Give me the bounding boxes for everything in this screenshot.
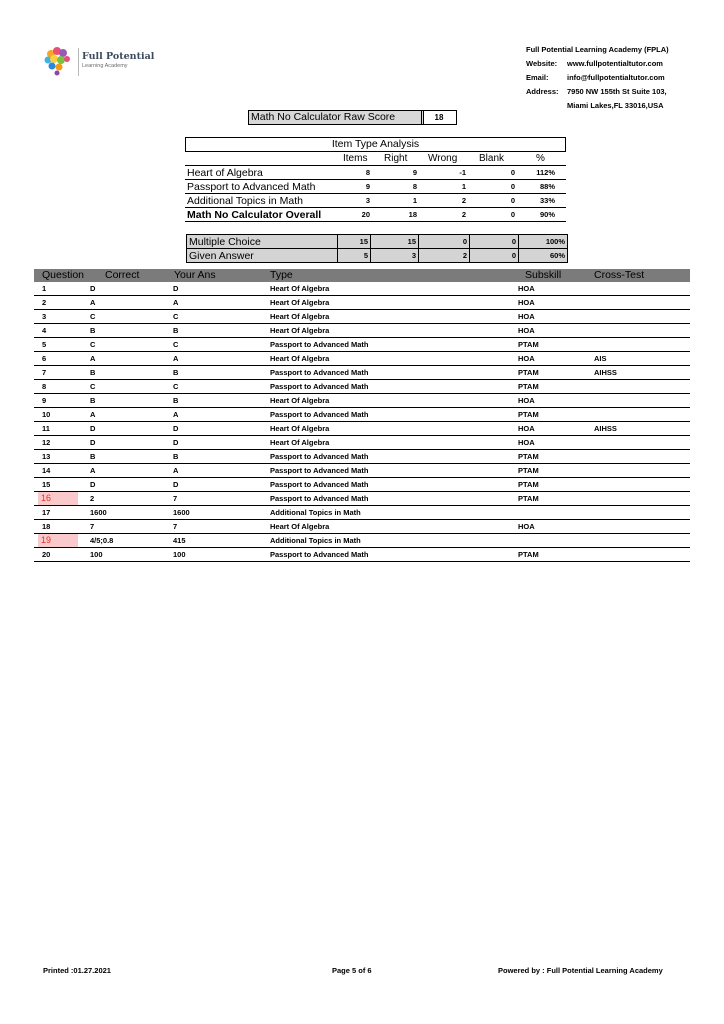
question-table: [34, 269, 690, 562]
your-answer: A: [173, 466, 179, 475]
item-type-right: 1: [412, 196, 417, 205]
table-row: [34, 436, 690, 450]
question-number: 19: [38, 534, 78, 547]
correct-answer: 4/5;0.8: [90, 536, 114, 545]
question-type: Passport to Advanced Math: [270, 410, 369, 419]
subskill: PTAM: [518, 466, 539, 475]
header-cross-test: Cross-Test: [594, 269, 645, 281]
subskill: HOA: [518, 396, 535, 405]
item-type-row: [185, 194, 566, 208]
answer-type-percent: 60%: [518, 249, 567, 262]
item-type-items: 9: [365, 182, 370, 191]
your-answer: 7: [173, 522, 178, 531]
question-type: Heart Of Algebra: [270, 312, 330, 321]
subskill: HOA: [518, 298, 535, 307]
item-type-analysis-title: Item Type Analysis: [185, 137, 566, 152]
correct-answer: C: [90, 312, 96, 321]
correct-answer: C: [90, 340, 96, 349]
table-row: [34, 478, 690, 492]
your-answer: A: [173, 410, 179, 419]
subskill: PTAM: [518, 410, 539, 419]
header-type: Type: [270, 269, 293, 281]
item-type-right: 18: [408, 210, 417, 219]
header-right: Right: [384, 153, 408, 164]
raw-score-label: Math No Calculator Raw Score: [248, 110, 424, 125]
cross-test: AIHSS: [594, 424, 617, 433]
cross-test: AIHSS: [594, 368, 617, 377]
brand-logo: [42, 44, 155, 78]
question-number: 14: [42, 466, 51, 475]
table-row: [34, 450, 690, 464]
address-line-1: 7950 NW 155th St Suite 103,: [567, 87, 667, 96]
subskill: HOA: [518, 284, 535, 293]
brand-name: Full Potential: [82, 51, 155, 62]
answer-type-wrong: 2: [418, 249, 469, 262]
correct-answer: 100: [90, 550, 103, 559]
question-number: 17: [42, 508, 51, 517]
item-type-row: [185, 180, 566, 194]
header-question: Question: [42, 269, 85, 281]
brain-logo-icon: [42, 44, 76, 78]
question-type: Heart Of Algebra: [270, 354, 330, 363]
correct-answer: A: [90, 466, 96, 475]
table-row: [34, 408, 690, 422]
subskill: PTAM: [518, 382, 539, 391]
question-type: Additional Topics in Math: [270, 536, 361, 545]
item-type-percent: 88%: [539, 182, 555, 191]
your-answer: 415: [173, 536, 186, 545]
header-your-ans: Your Ans: [174, 269, 216, 281]
item-type-percent: 33%: [539, 196, 555, 205]
question-type: Passport to Advanced Math: [270, 368, 369, 377]
address-line-2: Miami Lakes,FL 33016,USA: [567, 101, 664, 110]
item-type-right: 9: [412, 168, 417, 177]
question-number: 9: [42, 396, 47, 405]
table-row: [34, 520, 690, 534]
table-row: [34, 324, 690, 338]
answer-type-row: [187, 248, 567, 262]
question-type: Heart Of Algebra: [270, 326, 330, 335]
cross-test: AIS: [594, 354, 607, 363]
question-number: 10: [42, 410, 51, 419]
question-number: 2: [42, 298, 47, 307]
table-row: [34, 282, 690, 296]
question-type: Passport to Advanced Math: [270, 466, 369, 475]
answer-type-row: [187, 235, 567, 248]
your-answer: 100: [173, 550, 186, 559]
item-type-blank: 0: [510, 210, 515, 219]
header-correct: Correct: [105, 269, 140, 281]
header-wrong: Wrong: [428, 153, 458, 164]
correct-answer: A: [90, 298, 96, 307]
answer-type-label: Given Answer: [189, 250, 254, 262]
question-type: Heart Of Algebra: [270, 396, 330, 405]
your-answer: D: [173, 284, 179, 293]
powered-by: Powered by : Full Potential Learning Academy: [498, 966, 663, 975]
answer-type-label: Multiple Choice: [189, 236, 261, 248]
table-row: [34, 352, 690, 366]
brand-tagline: Learning Academy: [82, 63, 128, 69]
your-answer: 1600: [173, 508, 190, 517]
question-number: 13: [42, 452, 51, 461]
question-type: Passport to Advanced Math: [270, 340, 369, 349]
your-answer: B: [173, 368, 179, 377]
item-type-wrong: 1: [461, 182, 466, 191]
your-answer: B: [173, 326, 179, 335]
correct-answer: B: [90, 396, 96, 405]
question-number: 3: [42, 312, 47, 321]
question-type: Passport to Advanced Math: [270, 382, 369, 391]
item-type-items: 20: [361, 210, 370, 219]
correct-answer: D: [90, 424, 96, 433]
correct-answer: D: [90, 480, 96, 489]
your-answer: C: [173, 312, 179, 321]
question-number: 11: [42, 424, 50, 433]
your-answer: B: [173, 452, 179, 461]
item-type-right: 8: [412, 182, 417, 191]
answer-type-items: 15: [337, 235, 370, 248]
website-label: Website:: [526, 59, 558, 68]
your-answer: B: [173, 396, 179, 405]
correct-answer: 2: [90, 494, 95, 503]
question-number: 7: [42, 368, 47, 377]
website-link[interactable]: www.fullpotentialtutor.com: [567, 59, 663, 68]
correct-answer: B: [90, 326, 96, 335]
question-type: Passport to Advanced Math: [270, 494, 369, 503]
email-link[interactable]: info@fullpotentialtutor.com: [567, 73, 665, 82]
item-type-label: Additional Topics in Math: [187, 195, 303, 207]
question-number: 1: [42, 284, 47, 293]
table-row: [34, 310, 690, 324]
question-type: Heart Of Algebra: [270, 424, 330, 433]
item-type-items: 8: [365, 168, 370, 177]
question-type: Heart Of Algebra: [270, 284, 330, 293]
question-type: Passport to Advanced Math: [270, 550, 369, 559]
question-type: Heart Of Algebra: [270, 438, 330, 447]
subskill: HOA: [518, 438, 535, 447]
question-type: Passport to Advanced Math: [270, 480, 369, 489]
page-number: Page 5 of 6: [332, 966, 372, 975]
logo-divider: [78, 48, 79, 76]
item-type-blank: 0: [510, 196, 515, 205]
answer-type-right: 3: [370, 249, 418, 262]
email-label: Email:: [526, 73, 549, 82]
item-type-row: [185, 166, 566, 180]
correct-answer: 1600: [90, 508, 107, 517]
item-type-blank: 0: [510, 168, 515, 177]
table-row: [34, 492, 690, 506]
item-type-wrong: 2: [461, 210, 466, 219]
contact-block: [526, 43, 669, 113]
correct-answer: B: [90, 368, 96, 377]
table-row: [34, 380, 690, 394]
question-number: 8: [42, 382, 47, 391]
your-answer: C: [173, 340, 179, 349]
question-number: 20: [42, 550, 51, 559]
table-row: [34, 296, 690, 310]
table-row: [34, 506, 690, 520]
subskill: PTAM: [518, 494, 539, 503]
correct-answer: D: [90, 284, 96, 293]
subskill: PTAM: [518, 550, 539, 559]
item-type-row: [185, 208, 566, 222]
correct-answer: C: [90, 382, 96, 391]
your-answer: D: [173, 424, 179, 433]
answer-type-blank: 0: [469, 235, 518, 248]
printed-date: Printed :01.27.2021: [43, 966, 111, 975]
item-type-percent: 112%: [536, 168, 555, 177]
subskill: HOA: [518, 326, 535, 335]
item-type-label: Math No Calculator Overall: [187, 209, 322, 221]
subskill: HOA: [518, 354, 535, 363]
subskill: PTAM: [518, 368, 539, 377]
table-row: [34, 548, 690, 562]
question-table-header: [34, 269, 690, 282]
correct-answer: 7: [90, 522, 95, 531]
subskill: PTAM: [518, 480, 539, 489]
item-type-label: Heart of Algebra: [187, 167, 263, 179]
subskill: HOA: [518, 522, 535, 531]
item-type-analysis-table: [185, 137, 566, 222]
answer-type-right: 15: [370, 235, 418, 248]
answer-type-blank: 0: [469, 249, 518, 262]
header-items: Items: [343, 153, 368, 164]
question-number: 4: [42, 326, 47, 335]
item-type-label: Passport to Advanced Math: [187, 181, 316, 193]
subskill: HOA: [518, 424, 535, 433]
question-number: 6: [42, 354, 47, 363]
org-name: Full Potential Learning Academy (FPLA): [526, 45, 669, 54]
answer-type-percent: 100%: [518, 235, 567, 248]
question-number: 16: [38, 492, 78, 505]
header-percent: %: [536, 153, 545, 164]
question-type: Heart Of Algebra: [270, 298, 330, 307]
question-type: Additional Topics in Math: [270, 508, 361, 517]
header-blank: Blank: [479, 153, 505, 164]
your-answer: C: [173, 382, 179, 391]
item-type-wrong: -1: [459, 168, 466, 177]
question-type: Passport to Advanced Math: [270, 452, 369, 461]
item-type-items: 3: [365, 196, 370, 205]
header-subskill: Subskill: [525, 269, 562, 281]
your-answer: A: [173, 298, 179, 307]
item-type-wrong: 2: [461, 196, 466, 205]
answer-type-wrong: 0: [418, 235, 469, 248]
question-number: 18: [42, 522, 51, 531]
answer-type-table: [186, 234, 568, 263]
question-type: Heart Of Algebra: [270, 522, 330, 531]
subskill: PTAM: [518, 340, 539, 349]
address-label: Address:: [526, 87, 559, 96]
correct-answer: B: [90, 452, 96, 461]
answer-type-items: 5: [337, 249, 370, 262]
question-number: 5: [42, 340, 47, 349]
subskill: PTAM: [518, 452, 539, 461]
your-answer: D: [173, 480, 179, 489]
subskill: HOA: [518, 312, 535, 321]
table-row: [34, 338, 690, 352]
question-number: 12: [42, 438, 51, 447]
correct-answer: A: [90, 410, 96, 419]
table-row: [34, 366, 690, 380]
your-answer: A: [173, 354, 179, 363]
your-answer: D: [173, 438, 179, 447]
table-row: [34, 534, 690, 548]
correct-answer: A: [90, 354, 96, 363]
item-type-analysis-header: [185, 152, 566, 166]
your-answer: 7: [173, 494, 178, 503]
raw-score-value: 18: [421, 110, 457, 125]
table-row: [34, 394, 690, 408]
item-type-percent: 90%: [539, 210, 555, 219]
item-type-blank: 0: [510, 182, 515, 191]
correct-answer: D: [90, 438, 96, 447]
question-number: 15: [42, 480, 51, 489]
table-row: [34, 464, 690, 478]
table-row: [34, 422, 690, 436]
